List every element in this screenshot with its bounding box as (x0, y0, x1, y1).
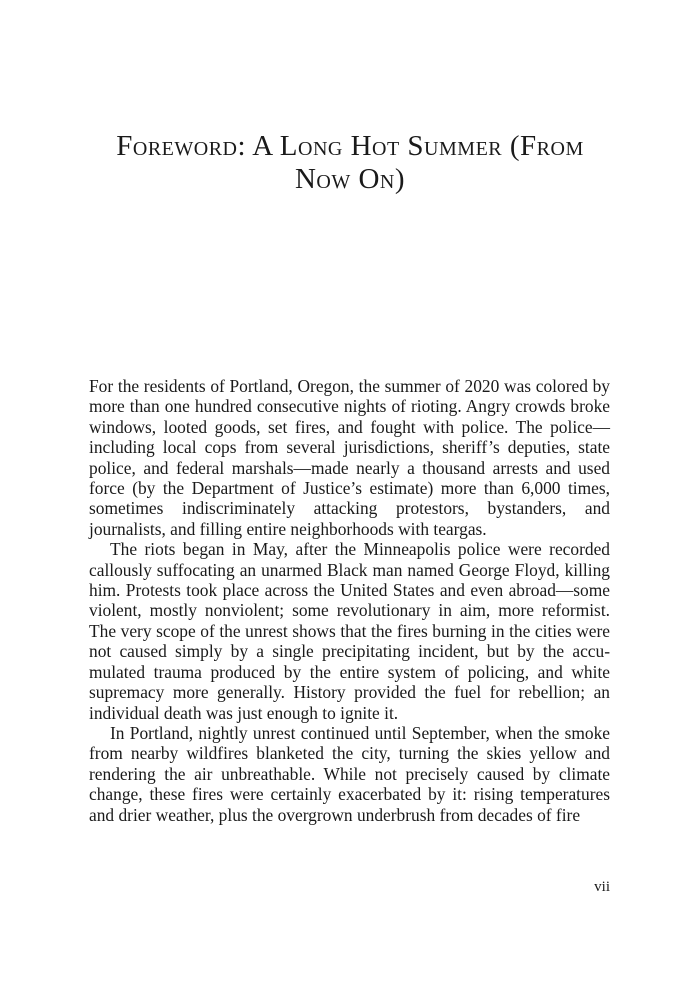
paragraph-3: In Portland, nightly unrest continued until September, when the smoke from nearby wildfires blanketed the city, turning the skies yellow and rendering the air unbreathable. While not precisely caused by climate change, these fires were certainly exacerbated by it: rising temperatures and drier weather, plus the overgrown underbrush from decades of fire (89, 722, 610, 825)
page-number: vii (594, 879, 610, 895)
chapter-title: Foreword: A Long Hot Summer (From Now On) (116, 130, 584, 195)
body-text (89, 376, 610, 825)
paragraph-2: The riots began in May, after the Minneapolis police were recorded callously suffocating an unarmed Black man named George Floyd, killing him. Protests took place across the United States and even abroad—some violent, mostly nonviolent; some revolutionary in aim, more reformist. The very scope of the unrest shows that the fires burning in the cities were not caused simply by a single precipitating incident, but by the accumulated trauma produced by the entire system of policing, and white supremacy more generally. History provided the fuel for rebellion; an individual death was just enough to ignite it. (89, 539, 610, 723)
paragraph-1: For the residents of Portland, Oregon, the summer of 2020 was colored by more than one hundred consecutive nights of rioting. Angry crowds broke windows, looted goods, set fires, and fought with police. The police—including local cops from several jurisdictions, sheriff’s deputies, state police, and federal marshals—made nearly a thousand arrests and used force (by the Department of Justice’s estimate) more than 6,000 times, sometimes indiscriminately attacking protestors, bystanders, and journalists, and filling entire neighborhoods with teargas. (89, 376, 610, 539)
